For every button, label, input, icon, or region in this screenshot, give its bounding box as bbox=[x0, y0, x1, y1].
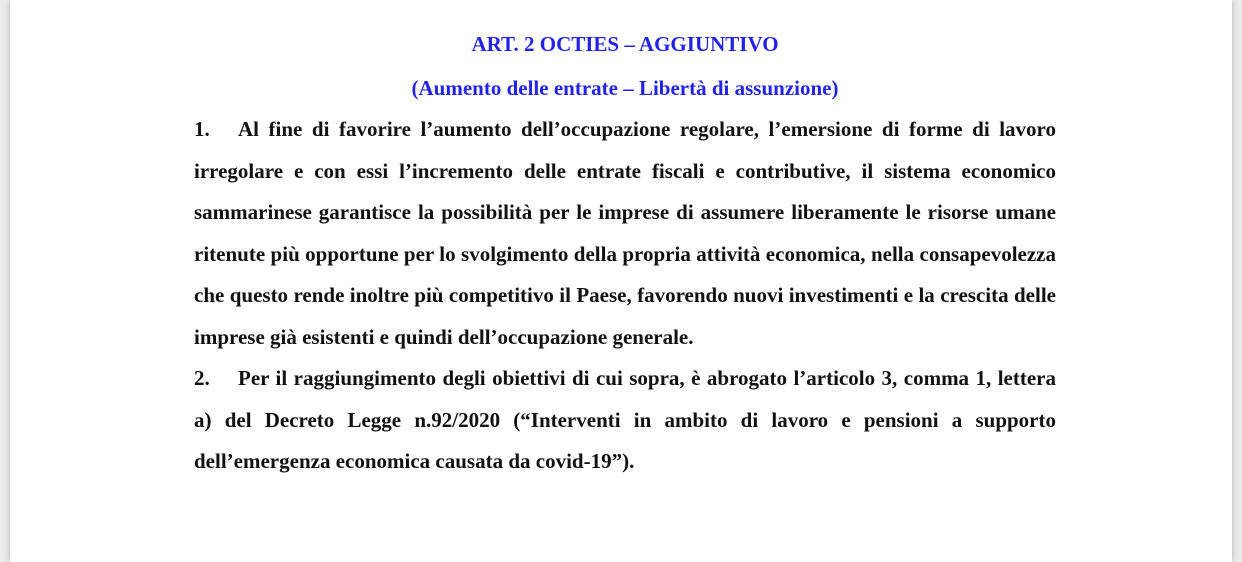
article-title: ART. 2 OCTIES – AGGIUNTIVO bbox=[471, 32, 779, 56]
paragraph-1-text: Al fine di favorire l’aumento dell’occupazione regolare, l’emersione di forme di lavoro irregolare e con essi l’incremento delle entrate fiscali e contributive, il sistema economico sammarinese garantisce la possibilità per le imprese di assumere liberamente le risorse umane ritenute più opportune per lo svolgimento della propria attività economica, nella consapevolezza che questo rende inoltre più competitivo il Paese, favorendo nuovi investimenti e la crescita delle imprese già esistenti e quindi dell’occupazione generale. bbox=[194, 117, 1056, 349]
paragraph-2-number: 2. bbox=[194, 366, 210, 390]
paragraph-2-text: Per il raggiungimento degli obiettivi di cui sopra, è abrogato l’articolo 3, comma 1, lettera a) del Decreto Legge n.92/2020 (“Interventi in ambito di lavoro e pensioni a supporto dell’emergenza economica causata da covid-19”). bbox=[194, 366, 1056, 473]
paragraph-1 bbox=[194, 109, 1056, 358]
paragraph-1-number: 1. bbox=[194, 117, 210, 141]
article-subtitle: (Aumento delle entrate – Libertà di assunzione) bbox=[411, 76, 839, 100]
paragraph-2 bbox=[194, 358, 1056, 483]
article-content bbox=[194, 30, 1056, 483]
document-page bbox=[10, 0, 1232, 562]
